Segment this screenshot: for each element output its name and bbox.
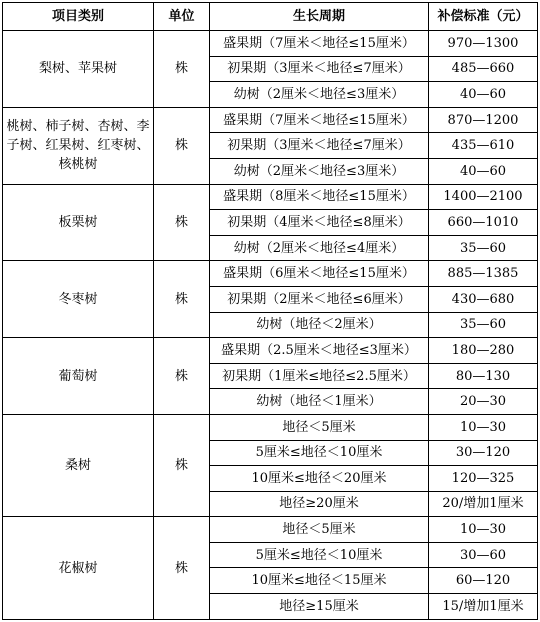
growth-period-cell: 10厘米≤地径＜15厘米 [210, 568, 429, 594]
growth-period-cell: 幼树（地径＜1厘米） [210, 389, 429, 415]
compensation-standard-cell: 10—30 [429, 517, 538, 543]
growth-period-cell: 盛果期（7厘米＜地径≤15厘米） [210, 107, 429, 133]
growth-period-cell: 10厘米≤地径＜20厘米 [210, 466, 429, 492]
category-cell: 葡萄树 [3, 338, 154, 415]
compensation-standard-cell: 485—660 [429, 56, 538, 82]
unit-cell: 株 [154, 31, 210, 108]
table-row [3, 31, 538, 57]
compensation-standard-cell: 1400—2100 [429, 184, 538, 210]
category-cell: 梨树、苹果树 [3, 31, 154, 108]
table-row [3, 338, 538, 364]
category-cell: 板栗树 [3, 184, 154, 261]
category-cell: 冬枣树 [3, 261, 154, 338]
unit-cell: 株 [154, 338, 210, 415]
compensation-standard-cell: 40—60 [429, 158, 538, 184]
compensation-table [2, 2, 538, 620]
unit-cell: 株 [154, 261, 210, 338]
compensation-standard-cell: 30—120 [429, 440, 538, 466]
growth-period-cell: 初果期（2厘米＜地径≤6厘米） [210, 286, 429, 312]
table-row [3, 184, 538, 210]
table-header [3, 3, 538, 31]
growth-period-cell: 地径＜5厘米 [210, 414, 429, 440]
compensation-standard-cell: 435—610 [429, 133, 538, 159]
growth-period-cell: 盛果期（2.5厘米＜地径≤3厘米） [210, 338, 429, 364]
growth-period-cell: 地径＜5厘米 [210, 517, 429, 543]
growth-period-cell: 幼树（2厘米＜地径≤4厘米） [210, 235, 429, 261]
growth-period-cell: 盛果期（7厘米＜地径≤15厘米） [210, 31, 429, 57]
growth-period-cell: 幼树（地径＜2厘米） [210, 312, 429, 338]
growth-period-cell: 盛果期（6厘米＜地径≤15厘米） [210, 261, 429, 287]
compensation-standard-cell: 15/增加1厘米 [429, 594, 538, 620]
growth-period-cell: 初果期（3厘米＜地径≤7厘米） [210, 133, 429, 159]
header-category: 项目类别 [3, 3, 154, 31]
category-cell: 桑树 [3, 414, 154, 516]
compensation-standard-cell: 870—1200 [429, 107, 538, 133]
growth-period-cell: 5厘米≤地径＜10厘米 [210, 542, 429, 568]
compensation-standard-cell: 30—60 [429, 542, 538, 568]
compensation-standard-cell: 885—1385 [429, 261, 538, 287]
compensation-standard-cell: 10—30 [429, 414, 538, 440]
growth-period-cell: 初果期（3厘米＜地径≤7厘米） [210, 56, 429, 82]
unit-cell: 株 [154, 184, 210, 261]
table-row [3, 517, 538, 543]
compensation-standard-cell: 120—325 [429, 466, 538, 492]
table-row [3, 107, 538, 133]
compensation-standard-cell: 80—130 [429, 363, 538, 389]
category-cell: 花椒树 [3, 517, 154, 620]
unit-cell: 株 [154, 517, 210, 620]
growth-period-cell: 地径≥20厘米 [210, 491, 429, 517]
growth-period-cell: 地径≥15厘米 [210, 594, 429, 620]
growth-period-cell: 初果期（1厘米≤地径≤2.5厘米） [210, 363, 429, 389]
compensation-standard-cell: 20/增加1厘米 [429, 491, 538, 517]
growth-period-cell: 幼树（2厘米＜地径≤3厘米） [210, 158, 429, 184]
growth-period-cell: 幼树（2厘米＜地径≤3厘米） [210, 82, 429, 108]
compensation-standard-cell: 180—280 [429, 338, 538, 364]
compensation-standard-cell: 35—60 [429, 235, 538, 261]
compensation-standard-cell: 35—60 [429, 312, 538, 338]
table-body [3, 31, 538, 620]
growth-period-cell: 盛果期（8厘米＜地径≤15厘米） [210, 184, 429, 210]
header-row [3, 3, 538, 31]
compensation-standard-cell: 970—1300 [429, 31, 538, 57]
compensation-standard-cell: 40—60 [429, 82, 538, 108]
growth-period-cell: 5厘米≤地径＜10厘米 [210, 440, 429, 466]
table-row [3, 414, 538, 440]
compensation-standard-cell: 20—30 [429, 389, 538, 415]
header-unit: 单位 [154, 3, 210, 31]
compensation-standard-cell: 430—680 [429, 286, 538, 312]
header-compensation-standard: 补偿标准（元） [429, 3, 538, 31]
unit-cell: 株 [154, 414, 210, 516]
compensation-standard-cell: 60—120 [429, 568, 538, 594]
category-cell: 桃树、柿子树、杏树、李子树、红果树、红枣树、核桃树 [3, 107, 154, 184]
compensation-standard-cell: 660—1010 [429, 210, 538, 236]
header-growth-period: 生长周期 [210, 3, 429, 31]
growth-period-cell: 初果期（4厘米＜地径≤8厘米） [210, 210, 429, 236]
unit-cell: 株 [154, 107, 210, 184]
table-row [3, 261, 538, 287]
